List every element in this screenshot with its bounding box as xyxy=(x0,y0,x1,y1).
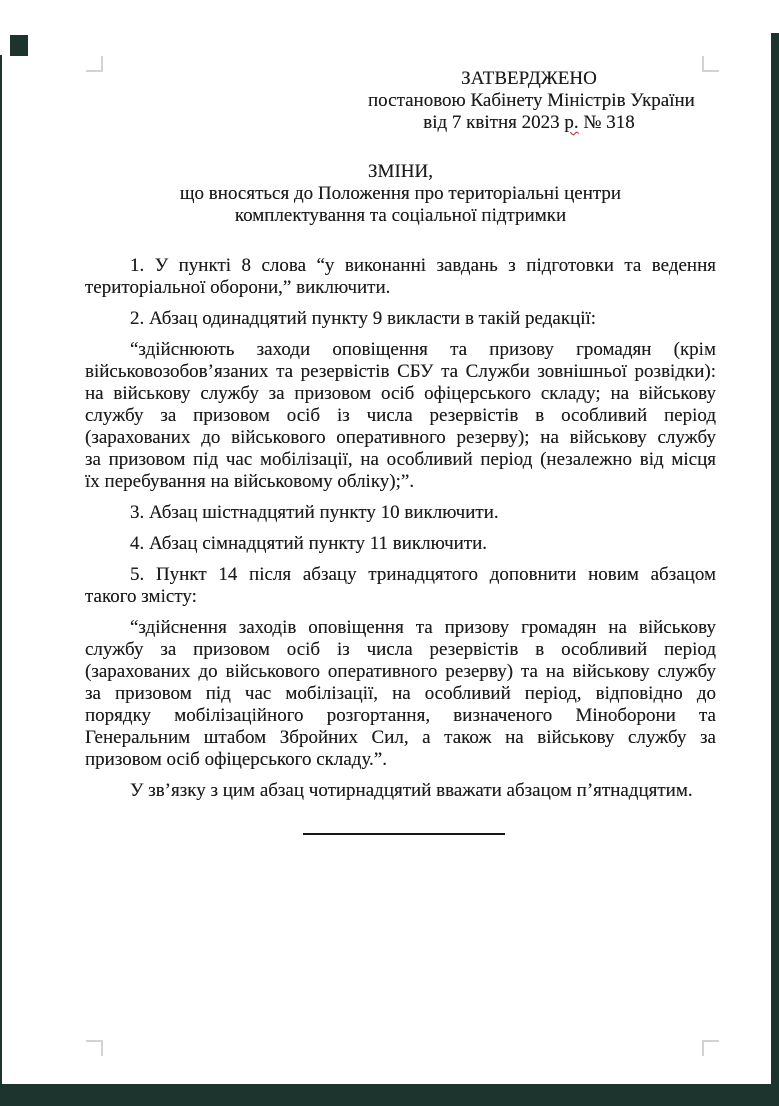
document-body xyxy=(85,255,716,811)
body-line: 1. У пункті 8 слова “у виконанні завдань з підготовки та ведення xyxy=(130,255,716,276)
spellcheck-underline: р. xyxy=(564,112,579,133)
body-line: їх перебування на військовому обліку);”. xyxy=(85,471,415,492)
body-line: “здійснюють заходи оповіщення та призову громадян (крім xyxy=(130,339,716,360)
body-line: такого змісту: xyxy=(85,586,197,607)
approval-authority-line: постановою Кабінету Міністрів України xyxy=(368,90,695,111)
scan-edge-left xyxy=(0,55,2,1084)
body-line: територіальної оборони,” виключити. xyxy=(85,277,391,298)
paragraph xyxy=(85,308,716,330)
body-line: за призовом під час мобілізації, на особливий період (незалежно від місця xyxy=(85,449,716,470)
body-line: 2. Абзац одинадцятий пункту 9 викласти в такій редакції: xyxy=(130,308,597,329)
scan-edge-right xyxy=(771,33,779,1106)
body-line: (зарахованих до військового оперативного резерву); на військову службу xyxy=(85,427,716,448)
body-line: (зарахованих до військового оперативного резерву) та на військову службу xyxy=(85,661,716,682)
title-line: ЗМІНИ, xyxy=(368,161,433,182)
body-line: на військову службу за призовом осіб офіцерського складу; на військову xyxy=(85,383,716,404)
body-line: У зв’язку з цим абзац чотирнадцятий вважати абзацом п’ятнадцятим. xyxy=(130,780,693,801)
body-line: службу за призовом осіб із числа резервістів в особливий період xyxy=(85,639,716,660)
approval-block xyxy=(368,68,695,134)
body-line: порядку мобілізаційного розгортання, визначеного Міноборони та xyxy=(85,705,716,726)
paragraph xyxy=(85,780,716,802)
approval-stamp-word: ЗАТВЕРДЖЕНО xyxy=(461,68,597,89)
end-divider xyxy=(303,833,505,835)
paragraph xyxy=(85,255,716,299)
approval-doc-number: № 318 xyxy=(578,112,635,133)
body-line: 3. Абзац шістнадцятий пункту 10 виключити. xyxy=(130,502,499,523)
document-title xyxy=(85,161,716,227)
margin-mark-bottom-left xyxy=(86,1040,103,1056)
body-line: за призовом під час мобілізації, на особливий період, відповідно до xyxy=(85,683,716,704)
scan-corner-notch xyxy=(10,35,28,56)
title-line: комплектування та соціальної підтримки xyxy=(234,205,567,226)
scan-edge-bottom xyxy=(0,1084,779,1106)
approval-date-prefix: від 7 квітня 2023 xyxy=(423,112,565,133)
paragraph xyxy=(85,339,716,493)
body-line: призовом осіб офіцерського складу.”. xyxy=(85,749,387,770)
body-line: “здійснення заходів оповіщення та призову громадян на військову xyxy=(130,617,716,638)
title-line: що вносяться до Положення про територіальні центри xyxy=(179,183,622,204)
paragraph xyxy=(85,502,716,524)
margin-mark-bottom-right xyxy=(702,1040,719,1056)
body-line: Генеральним штабом Збройних Сил, а також на військову службу за xyxy=(85,727,716,748)
margin-mark-top-left xyxy=(86,56,103,72)
body-line: 4. Абзац сімнадцятий пункту 11 виключити. xyxy=(130,533,488,554)
paragraph xyxy=(85,533,716,555)
paragraph xyxy=(85,564,716,608)
body-line: службу за призовом осіб із числа резервістів в особливий період xyxy=(85,405,716,426)
approval-date-line xyxy=(368,112,690,134)
body-line: 5. Пункт 14 після абзацу тринадцятого доповнити новим абзацом xyxy=(130,564,716,585)
paragraph xyxy=(85,617,716,771)
margin-mark-top-right xyxy=(702,56,719,72)
body-line: військовозобов’язаних та резервістів СБУ та Служби зовнішньої розвідки): xyxy=(85,361,716,382)
